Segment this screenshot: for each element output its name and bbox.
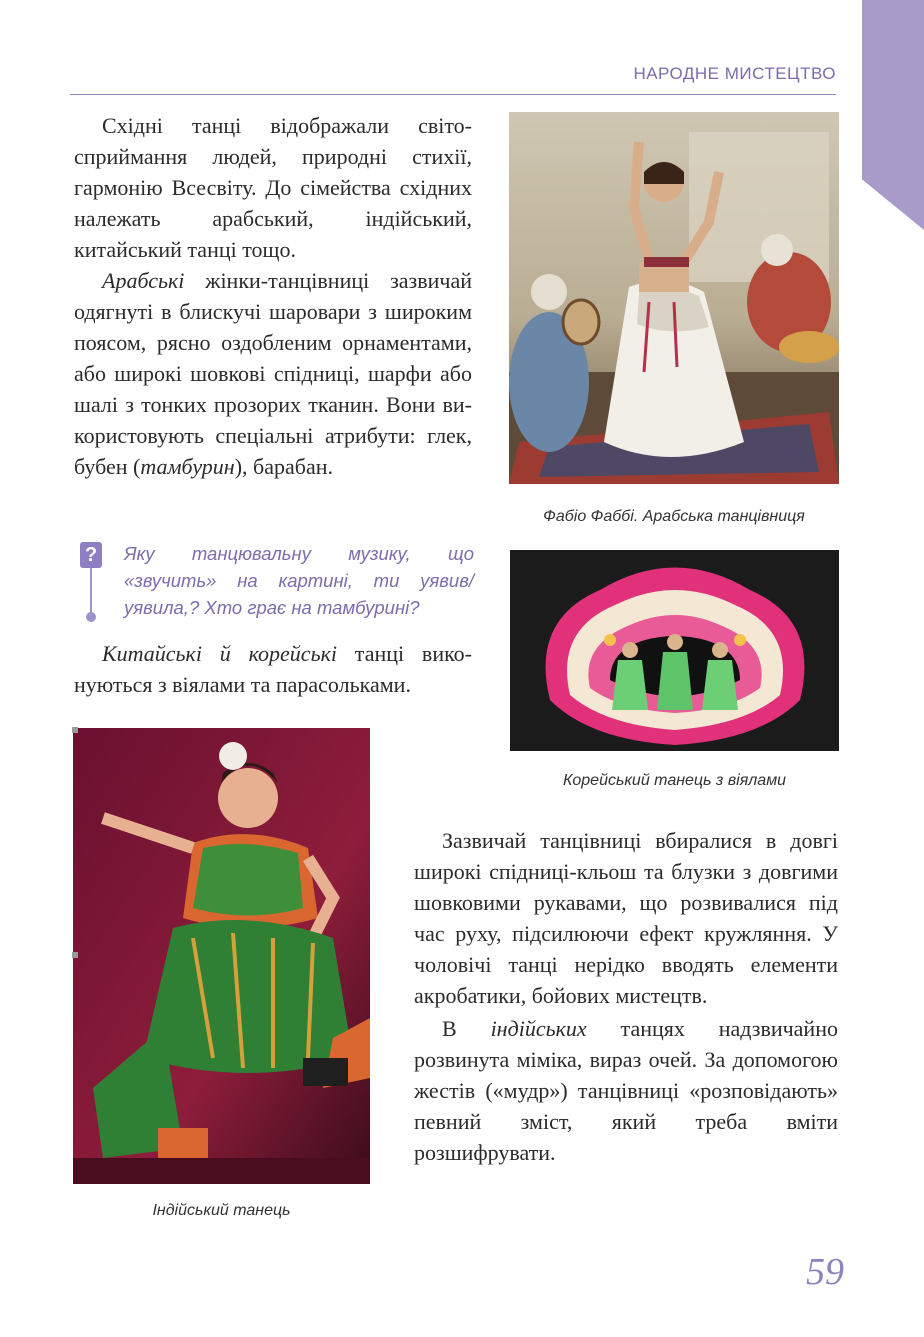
term-arabic: Арабські bbox=[102, 268, 185, 293]
term-indian: індійських bbox=[490, 1016, 587, 1041]
right-column-text bbox=[414, 825, 838, 1168]
paragraph-asian-text: танці виконуються з віялами та парасольками. bbox=[74, 641, 472, 697]
paragraph-eastern-dances: Східні танці відображали світосприймання людей, природні стихії, гармонію Всесвіту. До сімейства східних належать арабський, індійський, китайський танці тощо. bbox=[74, 113, 472, 262]
paragraph-costume: Зазвичай танцівниці вбиралися в довгі широкі спідниці-кльош та блузки з довгими шовковими рукавами, що розвивалися під час руху, підсилюючи ефект кружляння. У чоловічі танці нерідко вводять елементи акробатики, бойових мистецтв. bbox=[414, 828, 838, 1008]
caption-indian-dance: Індійський танець bbox=[152, 1202, 291, 1219]
paragraph-arabic-end: ), барабан. bbox=[234, 454, 333, 479]
korean-fan-dance-photo bbox=[510, 550, 839, 751]
left-column-text-2 bbox=[74, 638, 472, 700]
question-rule bbox=[90, 568, 92, 614]
question-text: Яку танцювальну музику, що «звучить» на картині, ти уявив/уявила,? Хто грає на тамбурині? bbox=[124, 543, 474, 618]
paragraph-indian-start: В bbox=[442, 1016, 491, 1041]
question-icon: ? bbox=[80, 542, 102, 568]
caption-korean-dance: Корейський танець з віялами bbox=[562, 772, 787, 789]
page-number: 59 bbox=[806, 1251, 844, 1293]
crop-mark bbox=[72, 952, 78, 958]
left-column-text bbox=[74, 110, 472, 482]
crop-mark bbox=[72, 727, 78, 733]
caption-arabic-dancer: Фабіо Фаббі. Арабська танцівниця bbox=[543, 508, 805, 525]
section-corner-tab bbox=[862, 0, 924, 230]
question-box bbox=[78, 540, 474, 622]
paragraph-arabic-dances bbox=[74, 265, 472, 482]
page-header bbox=[70, 64, 836, 95]
section-title: НАРОДНЕ МИСТЕЦТВО bbox=[633, 64, 836, 83]
question-dot bbox=[86, 612, 96, 622]
paragraph-asian-dances bbox=[74, 638, 472, 700]
arabic-dancer-painting bbox=[509, 112, 839, 484]
paragraph-indian-text: танцях надзвичайно розвинута міміка, вираз очей. За допомогою жестів («мудр») танцівниці «розповідають» певний зміст, який треба вміти розшифрувати. bbox=[414, 1016, 838, 1165]
indian-dance-photo bbox=[73, 728, 370, 1184]
paragraph-arabic-text: жінки-танцівниці зазвичай одягнуті в блискучі шаровари з широким поясом, рясно оздобленим орнаментами, або широкі шовкові спідниці, шарфи або шалі з тонких прозорих тканин. Вони використовують спеціальні атрибути: глек, бубен ( bbox=[74, 268, 472, 479]
term-tambourine: тамбурин bbox=[140, 454, 235, 479]
paragraph-indian-dances bbox=[414, 1013, 838, 1168]
term-chinese-korean: Китайські й корейські bbox=[102, 641, 337, 666]
